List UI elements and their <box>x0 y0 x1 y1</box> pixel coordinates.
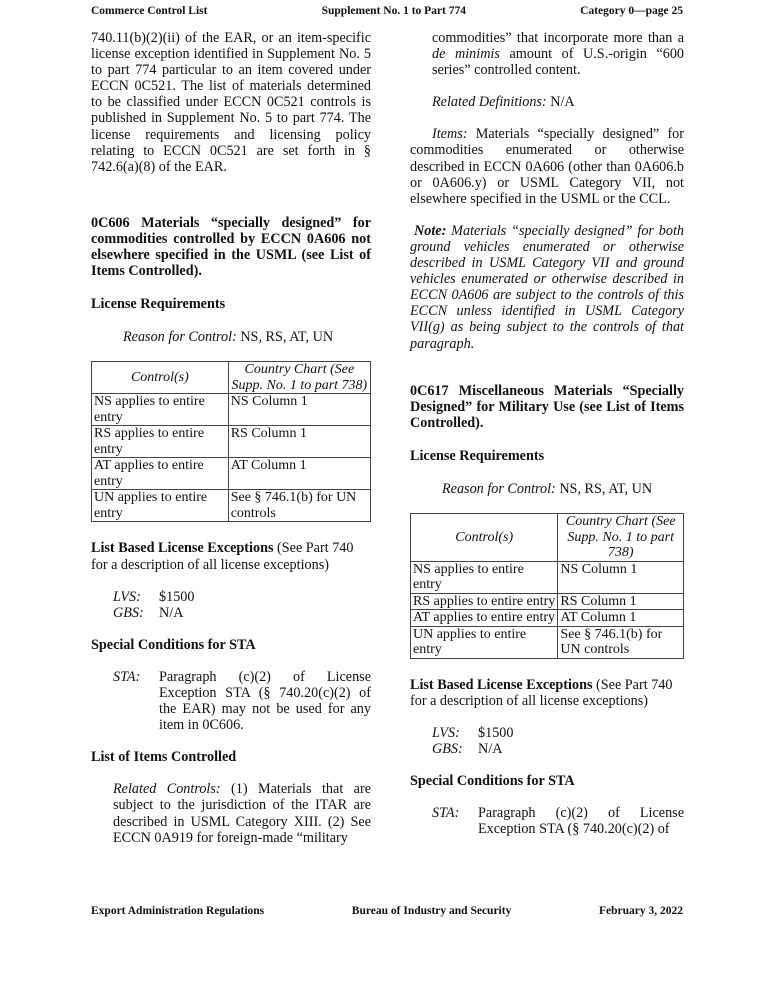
header-left: Commerce Control List <box>91 5 208 17</box>
special-conditions-heading: Special Conditions for STA <box>91 636 256 653</box>
eccn-0c617-title: 0C617 Miscellaneous Materials “Specially Designed” for Military Use (see List of Items Controlled). <box>410 382 684 431</box>
reason-for-control: Reason for Control: NS, RS, AT, UN <box>442 480 653 497</box>
header-center: Supplement No. 1 to Part 774 <box>321 5 466 17</box>
sta-condition: STA: Paragraph (c)(2) of License Exception STA (§ 740.20(c)(2) of <box>432 805 684 838</box>
table-row: NS applies to entire entry NS Column 1 <box>411 561 684 593</box>
table-header-country-chart: Country Chart (See Supp. No. 1 to part 738) <box>228 362 370 394</box>
gbs-row: GBS: N/A <box>432 740 503 757</box>
table-row: RS applies to entire entry RS Column 1 <box>411 593 684 610</box>
related-controls: Related Controls: (1) Materials that are subject to the jurisdiction of the ITAR are described in USML Category XIII. (2) See ECCN 0A919 for foreign-made “military <box>113 781 372 846</box>
sta-condition: STA: Paragraph (c)(2) of License Exception STA (§ 740.20(c)(2) of the EAR) may not be used for any item in 0C606. <box>113 668 371 734</box>
items-paragraph: Items: Materials “specially designed” for commodities enumerated or otherwise described in ECCN 0A606 (other than 0A606.b or 0A606.y) or USML Category VII, not elsewhere specified in the USML or the CCL. <box>410 126 684 207</box>
reason-for-control: Reason for Control: NS, RS, AT, UN <box>123 329 334 346</box>
left-column <box>91 30 371 846</box>
gbs-row: GBS: N/A <box>113 604 184 621</box>
table-row: RS applies to entire entry RS Column 1 <box>92 426 371 458</box>
lvs-row: LVS: $1500 <box>113 588 195 605</box>
table-header-controls: Control(s) <box>411 514 558 562</box>
special-conditions-heading: Special Conditions for STA <box>410 772 575 789</box>
header-right: Category 0—page 25 <box>580 5 683 17</box>
license-requirements-heading: License Requirements <box>91 296 226 313</box>
control-table <box>410 513 684 659</box>
lvs-row: LVS: $1500 <box>432 724 514 741</box>
list-based-license-exceptions: List Based License Exceptions (See Part 740 for a description of all license exceptions) <box>410 676 673 709</box>
table-header-controls: Control(s) <box>92 362 229 394</box>
related-definitions: Related Definitions: N/A <box>432 94 575 111</box>
table-row: AT applies to entire entry AT Column 1 <box>411 610 684 627</box>
page-footer <box>91 905 683 917</box>
note-paragraph: Note: Materials “specially designed” for both ground vehicles enumerated or otherwise described in USML Category VII and ground vehicles enumerated or otherwise described in ECCN 0A606 are subject to the controls of this ECCN unless identified in USML Category VII(g) as being subject to the controls of that paragraph. <box>410 222 684 352</box>
continued-text: commodities” that incorporate more than a de minimis amount of U.S.-origin “600 series” controlled content. <box>432 30 685 79</box>
footer-right: February 3, 2022 <box>598 905 683 917</box>
table-row: NS applies to entire entry NS Column 1 <box>92 394 371 426</box>
footer-center: Bureau of Industry and Security <box>351 905 512 917</box>
list-based-license-exceptions: List Based License Exceptions (See Part 740 for a description of all license exceptions) <box>91 540 354 573</box>
control-table <box>91 361 371 522</box>
license-requirements-heading: License Requirements <box>410 447 545 464</box>
list-of-items-controlled-heading: List of Items Controlled <box>91 749 237 766</box>
footer-left: Export Administration Regulations <box>91 905 265 917</box>
page-header <box>91 5 683 17</box>
table-header-country-chart: Country Chart (See Supp. No. 1 to part 738) <box>558 514 684 562</box>
table-row: UN applies to entire entry See § 746.1(b) for UN controls <box>411 626 684 658</box>
table-row: AT applies to entire entry AT Column 1 <box>92 458 371 490</box>
eccn-0c606-title: 0C606 Materials “specially designed” for commodities controlled by ECCN 0A606 not elsewhere specified in the USML (see List of Items Controlled). <box>91 214 371 280</box>
intro-paragraph: 740.11(b)(2)(ii) of the EAR, or an item-specific license exception identified in Supplement No. 5 to part 774 particular to an item covered under ECCN 0C521. The list of materials determined to be classified under ECCN 0C521 controls is published in Supplement No. 5 to part 774. The license requirements and licensing policy relating to ECCN 0C521 are set forth in § 742.6(a)(8) of the EAR. <box>91 30 371 175</box>
table-row: UN applies to entire entry See § 746.1(b) for UN controls <box>92 490 371 522</box>
right-column <box>410 30 684 837</box>
